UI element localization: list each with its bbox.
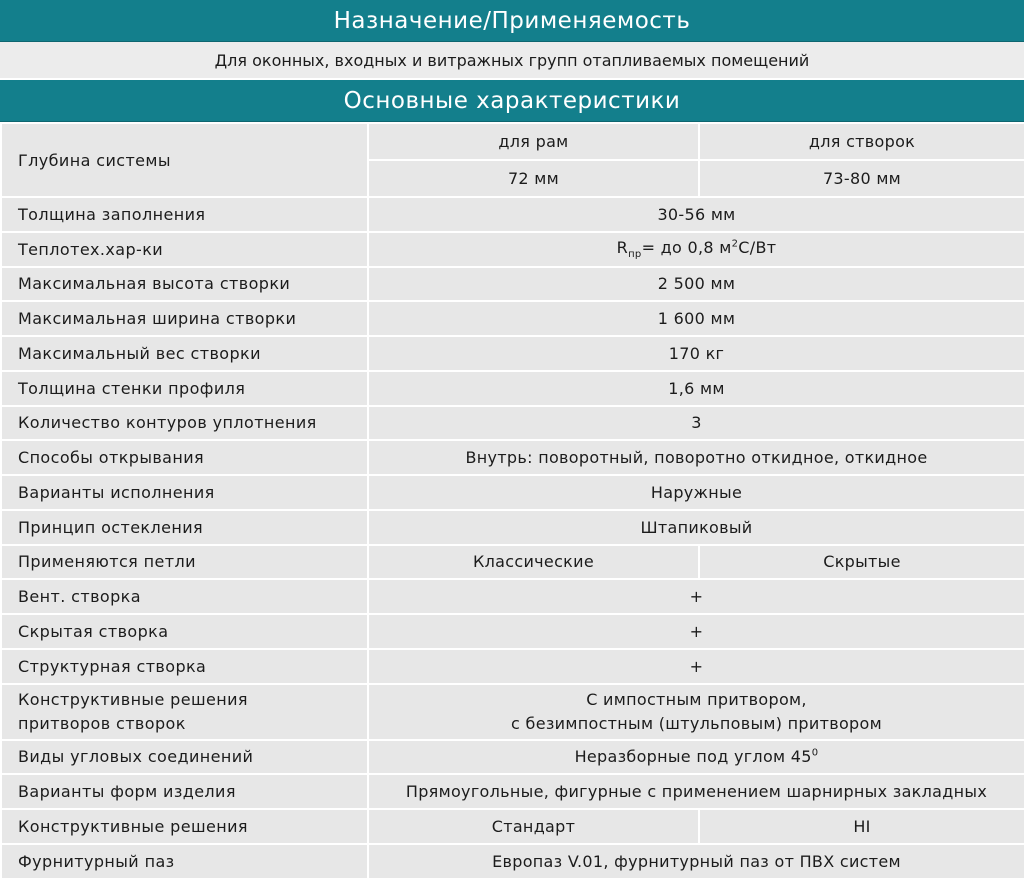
row-label: Способы открывания: [1, 440, 368, 475]
table-row: [1, 371, 1024, 406]
row-value: Наружные: [368, 475, 1024, 510]
hinges-classic: Классические: [368, 545, 699, 580]
constructive-hi: HI: [699, 809, 1024, 844]
table-row: [1, 545, 1024, 580]
table-row: [1, 406, 1024, 441]
row-label: Максимальная ширина створки: [1, 301, 368, 336]
row-value: [368, 740, 1024, 775]
table-row: [1, 614, 1024, 649]
table-row: [1, 809, 1024, 844]
row-label: Варианты форм изделия: [1, 774, 368, 809]
row-label: Конструктивные решения: [1, 809, 368, 844]
row-label: Структурная створка: [1, 649, 368, 684]
table-row: [1, 740, 1024, 775]
row-label: Применяются петли: [1, 545, 368, 580]
row-label: Максимальный вес створки: [1, 336, 368, 371]
characteristics-table: [0, 122, 1024, 880]
row-value: Внутрь: поворотный, поворотно откидное, откидное: [368, 440, 1024, 475]
row-label: Вент. створка: [1, 579, 368, 614]
thermal-unit: C/Вт: [738, 238, 777, 258]
table-row: [1, 774, 1024, 809]
row-value: +: [368, 579, 1024, 614]
row-value: Европаз V.01, фурнитурный паз от ПВХ систем: [368, 844, 1024, 879]
row-value-line: с безимпостным (штульповым) притвором: [511, 713, 882, 733]
row-label: Толщина стенки профиля: [1, 371, 368, 406]
table-row: [1, 579, 1024, 614]
table-row: [1, 475, 1024, 510]
row-label-line: притворов створок: [18, 713, 186, 733]
table-row: [1, 267, 1024, 302]
constructive-standard: Стандарт: [368, 809, 699, 844]
table-row: [1, 649, 1024, 684]
row-value: [368, 684, 1024, 740]
row-value: 30-56 мм: [368, 197, 1024, 232]
row-value: 170 кг: [368, 336, 1024, 371]
row-value: +: [368, 649, 1024, 684]
row-value: Прямоугольные, фигурные с применением шарнирных закладных: [368, 774, 1024, 809]
table-row: [1, 510, 1024, 545]
row-label: Скрытая створка: [1, 614, 368, 649]
row-value: +: [368, 614, 1024, 649]
thermal-value: [368, 232, 1024, 267]
row-value: 3: [368, 406, 1024, 441]
row-label: Варианты исполнения: [1, 475, 368, 510]
row-label: Фурнитурный паз: [1, 844, 368, 879]
table-row: [1, 684, 1024, 740]
characteristics-heading: Основные характеристики: [0, 80, 1024, 122]
corner-value: Неразборные под углом 45: [574, 747, 812, 767]
depth-sash-value: 73-80 мм: [699, 160, 1024, 197]
row-label: Глубина системы: [1, 123, 368, 197]
table-row: [1, 440, 1024, 475]
row-label: Количество контуров уплотнения: [1, 406, 368, 441]
thermal-superscript: 2: [731, 238, 739, 250]
thermal-text: = до 0,8 м: [641, 238, 732, 258]
row-label: Виды угловых соединений: [1, 740, 368, 775]
table-row: [1, 123, 1024, 160]
row-label: Толщина заполнения: [1, 197, 368, 232]
thermal-subscript: пр: [628, 249, 642, 261]
row-label: Принцип остекления: [1, 510, 368, 545]
row-value-line: С импостным притвором,: [586, 689, 807, 709]
row-value: 2 500 мм: [368, 267, 1024, 302]
table-row: [1, 301, 1024, 336]
depth-frame-value: 72 мм: [368, 160, 699, 197]
corner-superscript: 0: [811, 748, 819, 760]
hinges-hidden: Скрытые: [699, 545, 1024, 580]
depth-frame-header: для рам: [368, 123, 699, 160]
depth-sash-header: для створок: [699, 123, 1024, 160]
thermal-symbol: R: [616, 238, 629, 258]
table-row: [1, 197, 1024, 232]
row-label: [1, 684, 368, 740]
table-row: [1, 336, 1024, 371]
table-row: [1, 232, 1024, 267]
row-value: 1 600 мм: [368, 301, 1024, 336]
row-label-line: Конструктивные решения: [18, 689, 248, 709]
table-row: [1, 844, 1024, 879]
purpose-text: Для оконных, входных и витражных групп отапливаемых помещений: [0, 42, 1024, 80]
purpose-heading: Назначение/Применяемость: [0, 0, 1024, 42]
row-value: Штапиковый: [368, 510, 1024, 545]
row-label: Теплотех.хар-ки: [1, 232, 368, 267]
row-value: 1,6 мм: [368, 371, 1024, 406]
row-label: Максимальная высота створки: [1, 267, 368, 302]
